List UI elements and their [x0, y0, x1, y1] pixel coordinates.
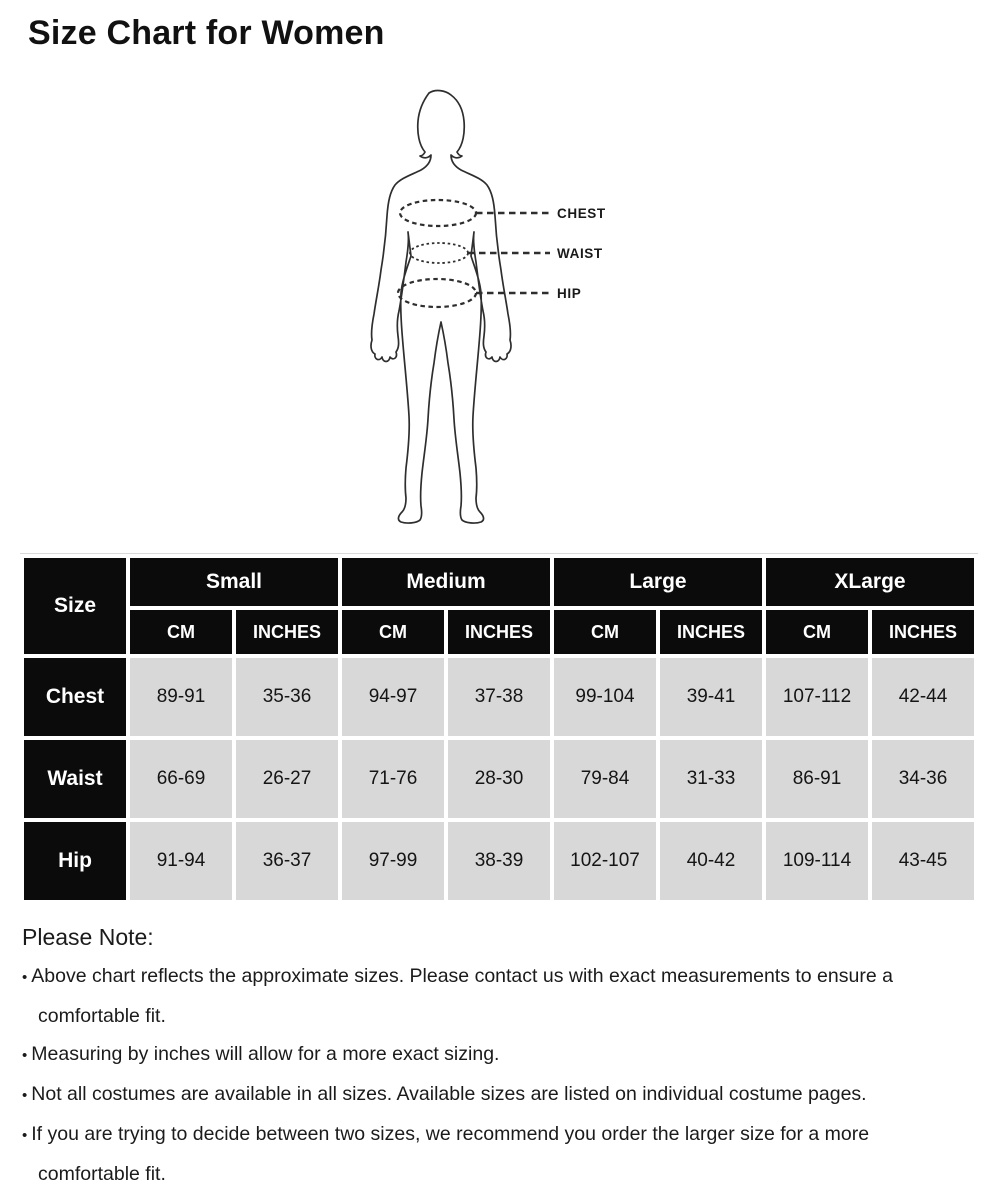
row-header-hip: Hip — [24, 822, 126, 900]
row-header-waist: Waist — [24, 740, 126, 818]
unit-header-cm: CM — [130, 610, 232, 654]
table-row-chest — [24, 658, 974, 736]
col-header-medium: Medium — [342, 558, 550, 606]
table-cell: 40-42 — [660, 822, 762, 900]
table-cell: 71-76 — [342, 740, 444, 818]
table-cell: 86-91 — [766, 740, 868, 818]
waist-label: WAIST — [557, 246, 603, 261]
table-cell: 109-114 — [766, 822, 868, 900]
table-cell: 94-97 — [342, 658, 444, 736]
bullet-icon: • — [22, 1087, 28, 1104]
bullet-icon: • — [22, 1127, 28, 1144]
row-header-chest: Chest — [24, 658, 126, 736]
note-text: If you are trying to decide between two sizes, we recommend you order the larger size for a more comfortable fit. — [31, 1123, 870, 1185]
table-cell: 31-33 — [660, 740, 762, 818]
size-table — [20, 553, 978, 904]
note-item — [22, 957, 947, 1035]
unit-header-inches: INCHES — [872, 610, 974, 654]
unit-header-inches: INCHES — [660, 610, 762, 654]
unit-header-cm: CM — [766, 610, 868, 654]
note-text: Above chart reflects the approximate sizes. Please contact us with exact measurements to ensure a comfortable fit. — [31, 965, 893, 1027]
table-cell: 26-27 — [236, 740, 338, 818]
hip-label: HIP — [557, 286, 582, 301]
bullet-icon: • — [22, 1047, 28, 1064]
table-cell: 35-36 — [236, 658, 338, 736]
table-cell: 38-39 — [448, 822, 550, 900]
table-cell: 91-94 — [130, 822, 232, 900]
table-cell: 42-44 — [872, 658, 974, 736]
note-item — [22, 1075, 947, 1115]
table-cell: 39-41 — [660, 658, 762, 736]
table-cell: 28-30 — [448, 740, 550, 818]
body-outline — [371, 91, 511, 524]
table-cell: 107-112 — [766, 658, 868, 736]
table-row-hip — [24, 822, 974, 900]
page-title: Size Chart for Women — [28, 14, 385, 52]
unit-header-cm: CM — [554, 610, 656, 654]
table-row-waist — [24, 740, 974, 818]
chest-label: CHEST — [557, 206, 606, 221]
table-cell: 89-91 — [130, 658, 232, 736]
col-header-xlarge: XLarge — [766, 558, 974, 606]
unit-header-cm: CM — [342, 610, 444, 654]
corner-header-size: Size — [24, 558, 126, 654]
note-text: Measuring by inches will allow for a more exact sizing. — [31, 1043, 500, 1065]
note-text: Not all costumes are available in all sizes. Available sizes are listed on individual costume pages. — [31, 1083, 867, 1105]
table-cell: 66-69 — [130, 740, 232, 818]
unit-header-inches: INCHES — [236, 610, 338, 654]
table-cell: 37-38 — [448, 658, 550, 736]
col-header-large: Large — [554, 558, 762, 606]
unit-header-inches: INCHES — [448, 610, 550, 654]
body-measurement-diagram — [350, 85, 650, 545]
table-cell: 36-37 — [236, 822, 338, 900]
bullet-icon: • — [22, 969, 28, 986]
table-cell: 97-99 — [342, 822, 444, 900]
table-cell: 102-107 — [554, 822, 656, 900]
table-cell: 43-45 — [872, 822, 974, 900]
notes-list — [22, 957, 947, 1193]
table-cell: 99-104 — [554, 658, 656, 736]
notes-heading: Please Note: — [22, 924, 154, 950]
table-cell: 34-36 — [872, 740, 974, 818]
notes-section — [22, 924, 962, 1193]
table-cell: 79-84 — [554, 740, 656, 818]
col-header-small: Small — [130, 558, 338, 606]
note-item — [22, 1115, 947, 1193]
note-item — [22, 1035, 947, 1075]
